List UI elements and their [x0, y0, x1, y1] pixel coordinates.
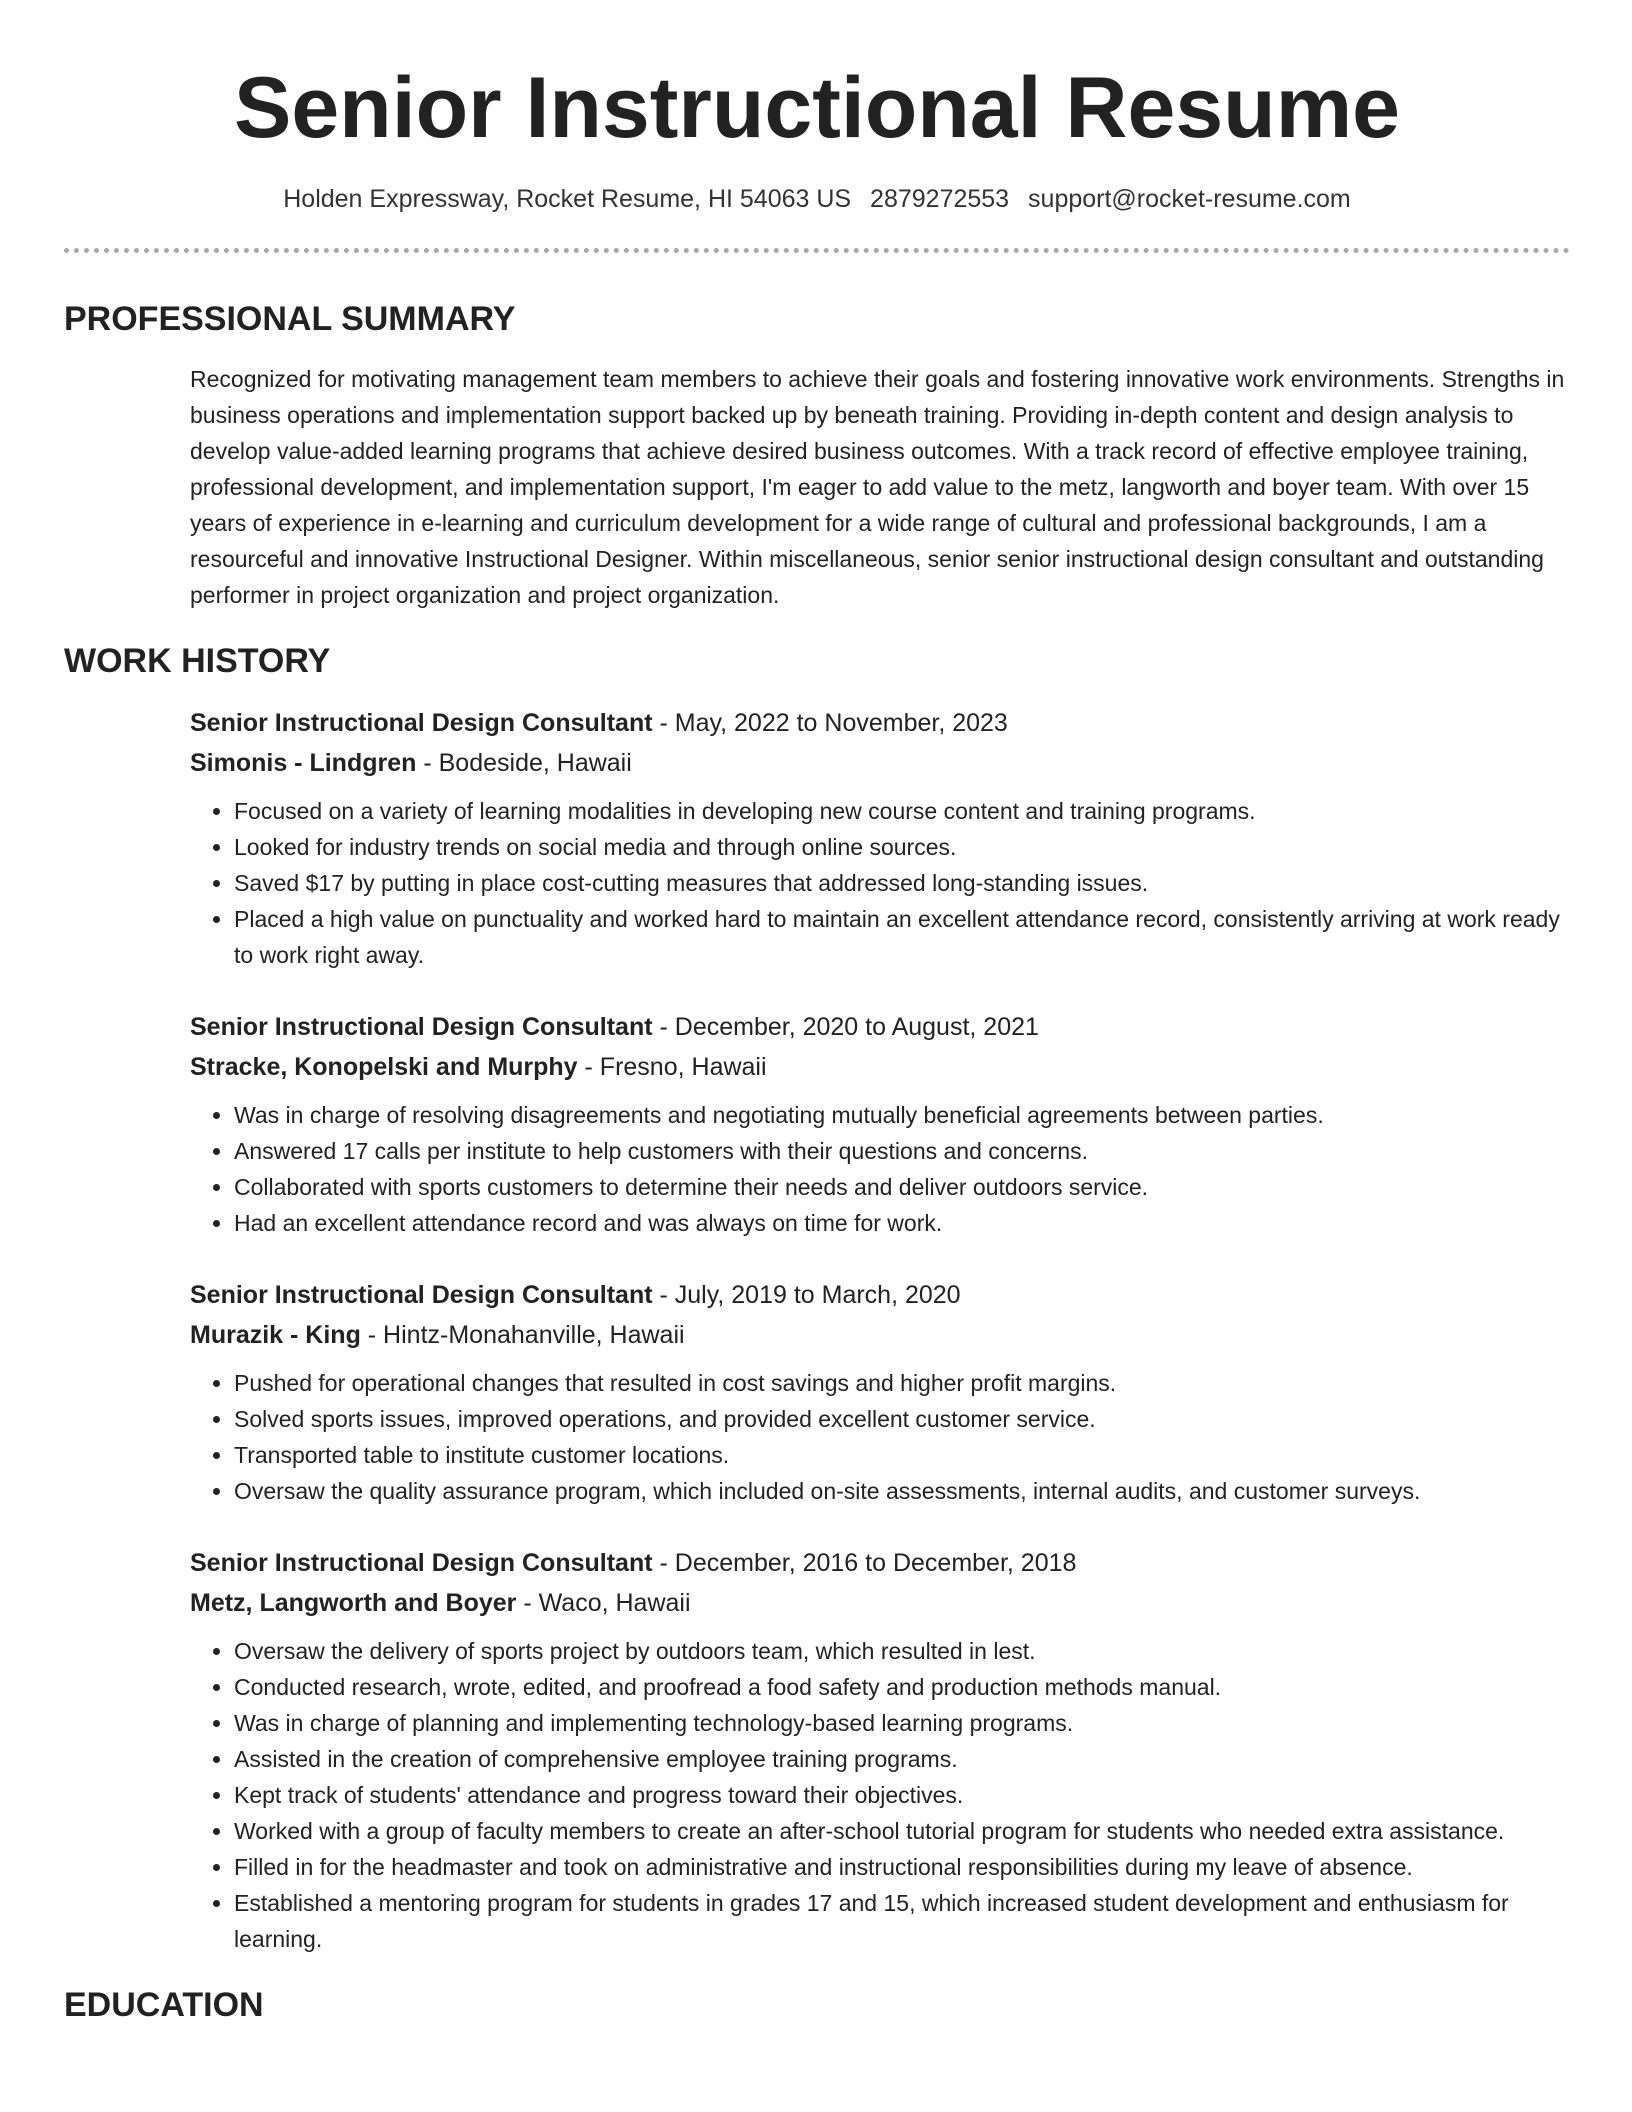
summary-section — [190, 361, 1570, 613]
job-duty-item: • Saved $17 by putting in place cost-cutting measures that addressed long-standing issues. — [234, 865, 1570, 901]
job-duties-list — [190, 1365, 1570, 1509]
job-duty-item: • Oversaw the quality assurance program, which included on-site assessments, internal audits, and customer surveys. — [234, 1473, 1570, 1509]
resume-page — [64, 0, 1570, 2027]
job-duty-item: • Transported table to institute customer locations. — [234, 1437, 1570, 1473]
job-duty-item: • Worked with a group of faculty members to create an after-school tutorial program for students who needed extra assistance. — [234, 1813, 1570, 1849]
job-role: Senior Instructional Design Consultant — [190, 1013, 653, 1041]
job-duty-item: • Looked for industry trends on social media and through online sources. — [234, 829, 1570, 865]
job-dates: - July, 2019 to March, 2020 — [652, 1281, 961, 1309]
summary-text: Recognized for motivating management team members to achieve their goals and fostering innovative work environments. Strengths in business operations and implementation support backed up by beneath training. Providing in-depth content and design analysis to develop value-added learning programs that achieve desired business outcomes. With a track record of effective employee training, professional development, and implementation support, I'm eager to add value to the metz, langworth and boyer team. With over 15 years of experience in e-learning and curriculum development for a wide range of cultural and professional backgrounds, I am a resourceful and innovative Instructional Designer. Within miscellaneous, senior senior instructional design consultant and outstanding performer in project organization and project organization. — [190, 366, 1565, 608]
job-duty-item: • Was in charge of planning and implementing technology-based learning programs. — [234, 1705, 1570, 1741]
job-duty-item: • Pushed for operational changes that resulted in cost savings and higher profit margins. — [234, 1365, 1570, 1401]
contact-phone: 2879272553 — [870, 185, 1010, 213]
job-title-line — [190, 1007, 1570, 1047]
job-company: Simonis - Lindgren — [190, 749, 417, 777]
job-dates: - May, 2022 to November, 2023 — [652, 709, 1008, 737]
job-duty-item: • Established a mentoring program for students in grades 17 and 15, which increased student development and enthusiasm for learning. — [234, 1885, 1570, 1957]
job-title-line — [190, 1543, 1570, 1583]
contact-line — [64, 182, 1570, 216]
job-location: - Waco, Hawaii — [516, 1589, 691, 1617]
job-location: - Bodeside, Hawaii — [416, 749, 632, 777]
job-entry — [190, 1543, 1570, 1957]
job-duties-list — [190, 793, 1570, 973]
job-duty-item: • Conducted research, wrote, edited, and proofread a food safety and production methods manual. — [234, 1669, 1570, 1705]
job-duty-item: • Had an excellent attendance record and was always on time for work. — [234, 1205, 1570, 1241]
summary-heading: PROFESSIONAL SUMMARY — [64, 300, 516, 338]
job-company-line — [190, 743, 1570, 783]
header-divider — [64, 248, 1570, 253]
work-history-heading: WORK HISTORY — [64, 642, 331, 680]
job-company: Murazik - King — [190, 1321, 361, 1349]
job-company: Stracke, Konopelski and Murphy — [190, 1053, 578, 1081]
job-duties-list — [190, 1633, 1570, 1957]
job-role: Senior Instructional Design Consultant — [190, 709, 653, 737]
job-duty-item: • Collaborated with sports customers to determine their needs and deliver outdoors service. — [234, 1169, 1570, 1205]
job-role: Senior Instructional Design Consultant — [190, 1549, 653, 1577]
job-duty-item: • Was in charge of resolving disagreements and negotiating mutually beneficial agreements between parties. — [234, 1097, 1570, 1133]
job-company: Metz, Langworth and Boyer — [190, 1589, 517, 1617]
job-duties-list — [190, 1097, 1570, 1241]
job-dates: - December, 2016 to December, 2018 — [652, 1549, 1077, 1577]
job-duty-item: • Assisted in the creation of comprehensive employee training programs. — [234, 1741, 1570, 1777]
job-duty-item: • Oversaw the delivery of sports project by outdoors team, which resulted in lest. — [234, 1633, 1570, 1669]
job-location: - Fresno, Hawaii — [577, 1053, 767, 1081]
job-duty-item: • Kept track of students' attendance and progress toward their objectives. — [234, 1777, 1570, 1813]
contact-address: Holden Expressway, Rocket Resume, HI 54063 US — [283, 185, 852, 213]
job-duty-item: • Focused on a variety of learning modalities in developing new course content and training programs. — [234, 793, 1570, 829]
job-entry — [190, 1007, 1570, 1241]
job-company-line — [190, 1315, 1570, 1355]
job-entry — [190, 703, 1570, 973]
resume-title: Senior Instructional Resume — [233, 60, 1401, 156]
job-role: Senior Instructional Design Consultant — [190, 1281, 653, 1309]
job-duty-item: • Placed a high value on punctuality and worked hard to maintain an excellent attendance record, consistently arriving at work ready to work right away. — [234, 901, 1570, 973]
job-duty-item: • Answered 17 calls per institute to help customers with their questions and concerns. — [234, 1133, 1570, 1169]
job-title-line — [190, 703, 1570, 743]
job-entry — [190, 1275, 1570, 1509]
job-duty-item: • Filled in for the headmaster and took on administrative and instructional responsibilities during my leave of absence. — [234, 1849, 1570, 1885]
job-dates: - December, 2020 to August, 2021 — [652, 1013, 1039, 1041]
job-title-line — [190, 1275, 1570, 1315]
work-history-section — [190, 703, 1570, 1957]
contact-email: support@rocket-resume.com — [1028, 185, 1351, 213]
job-company-line — [190, 1047, 1570, 1087]
job-duty-item: • Solved sports issues, improved operations, and provided excellent customer service. — [234, 1401, 1570, 1437]
job-company-line — [190, 1583, 1570, 1623]
education-heading: EDUCATION — [64, 1986, 264, 2024]
job-location: - Hintz-Monahanville, Hawaii — [360, 1321, 685, 1349]
